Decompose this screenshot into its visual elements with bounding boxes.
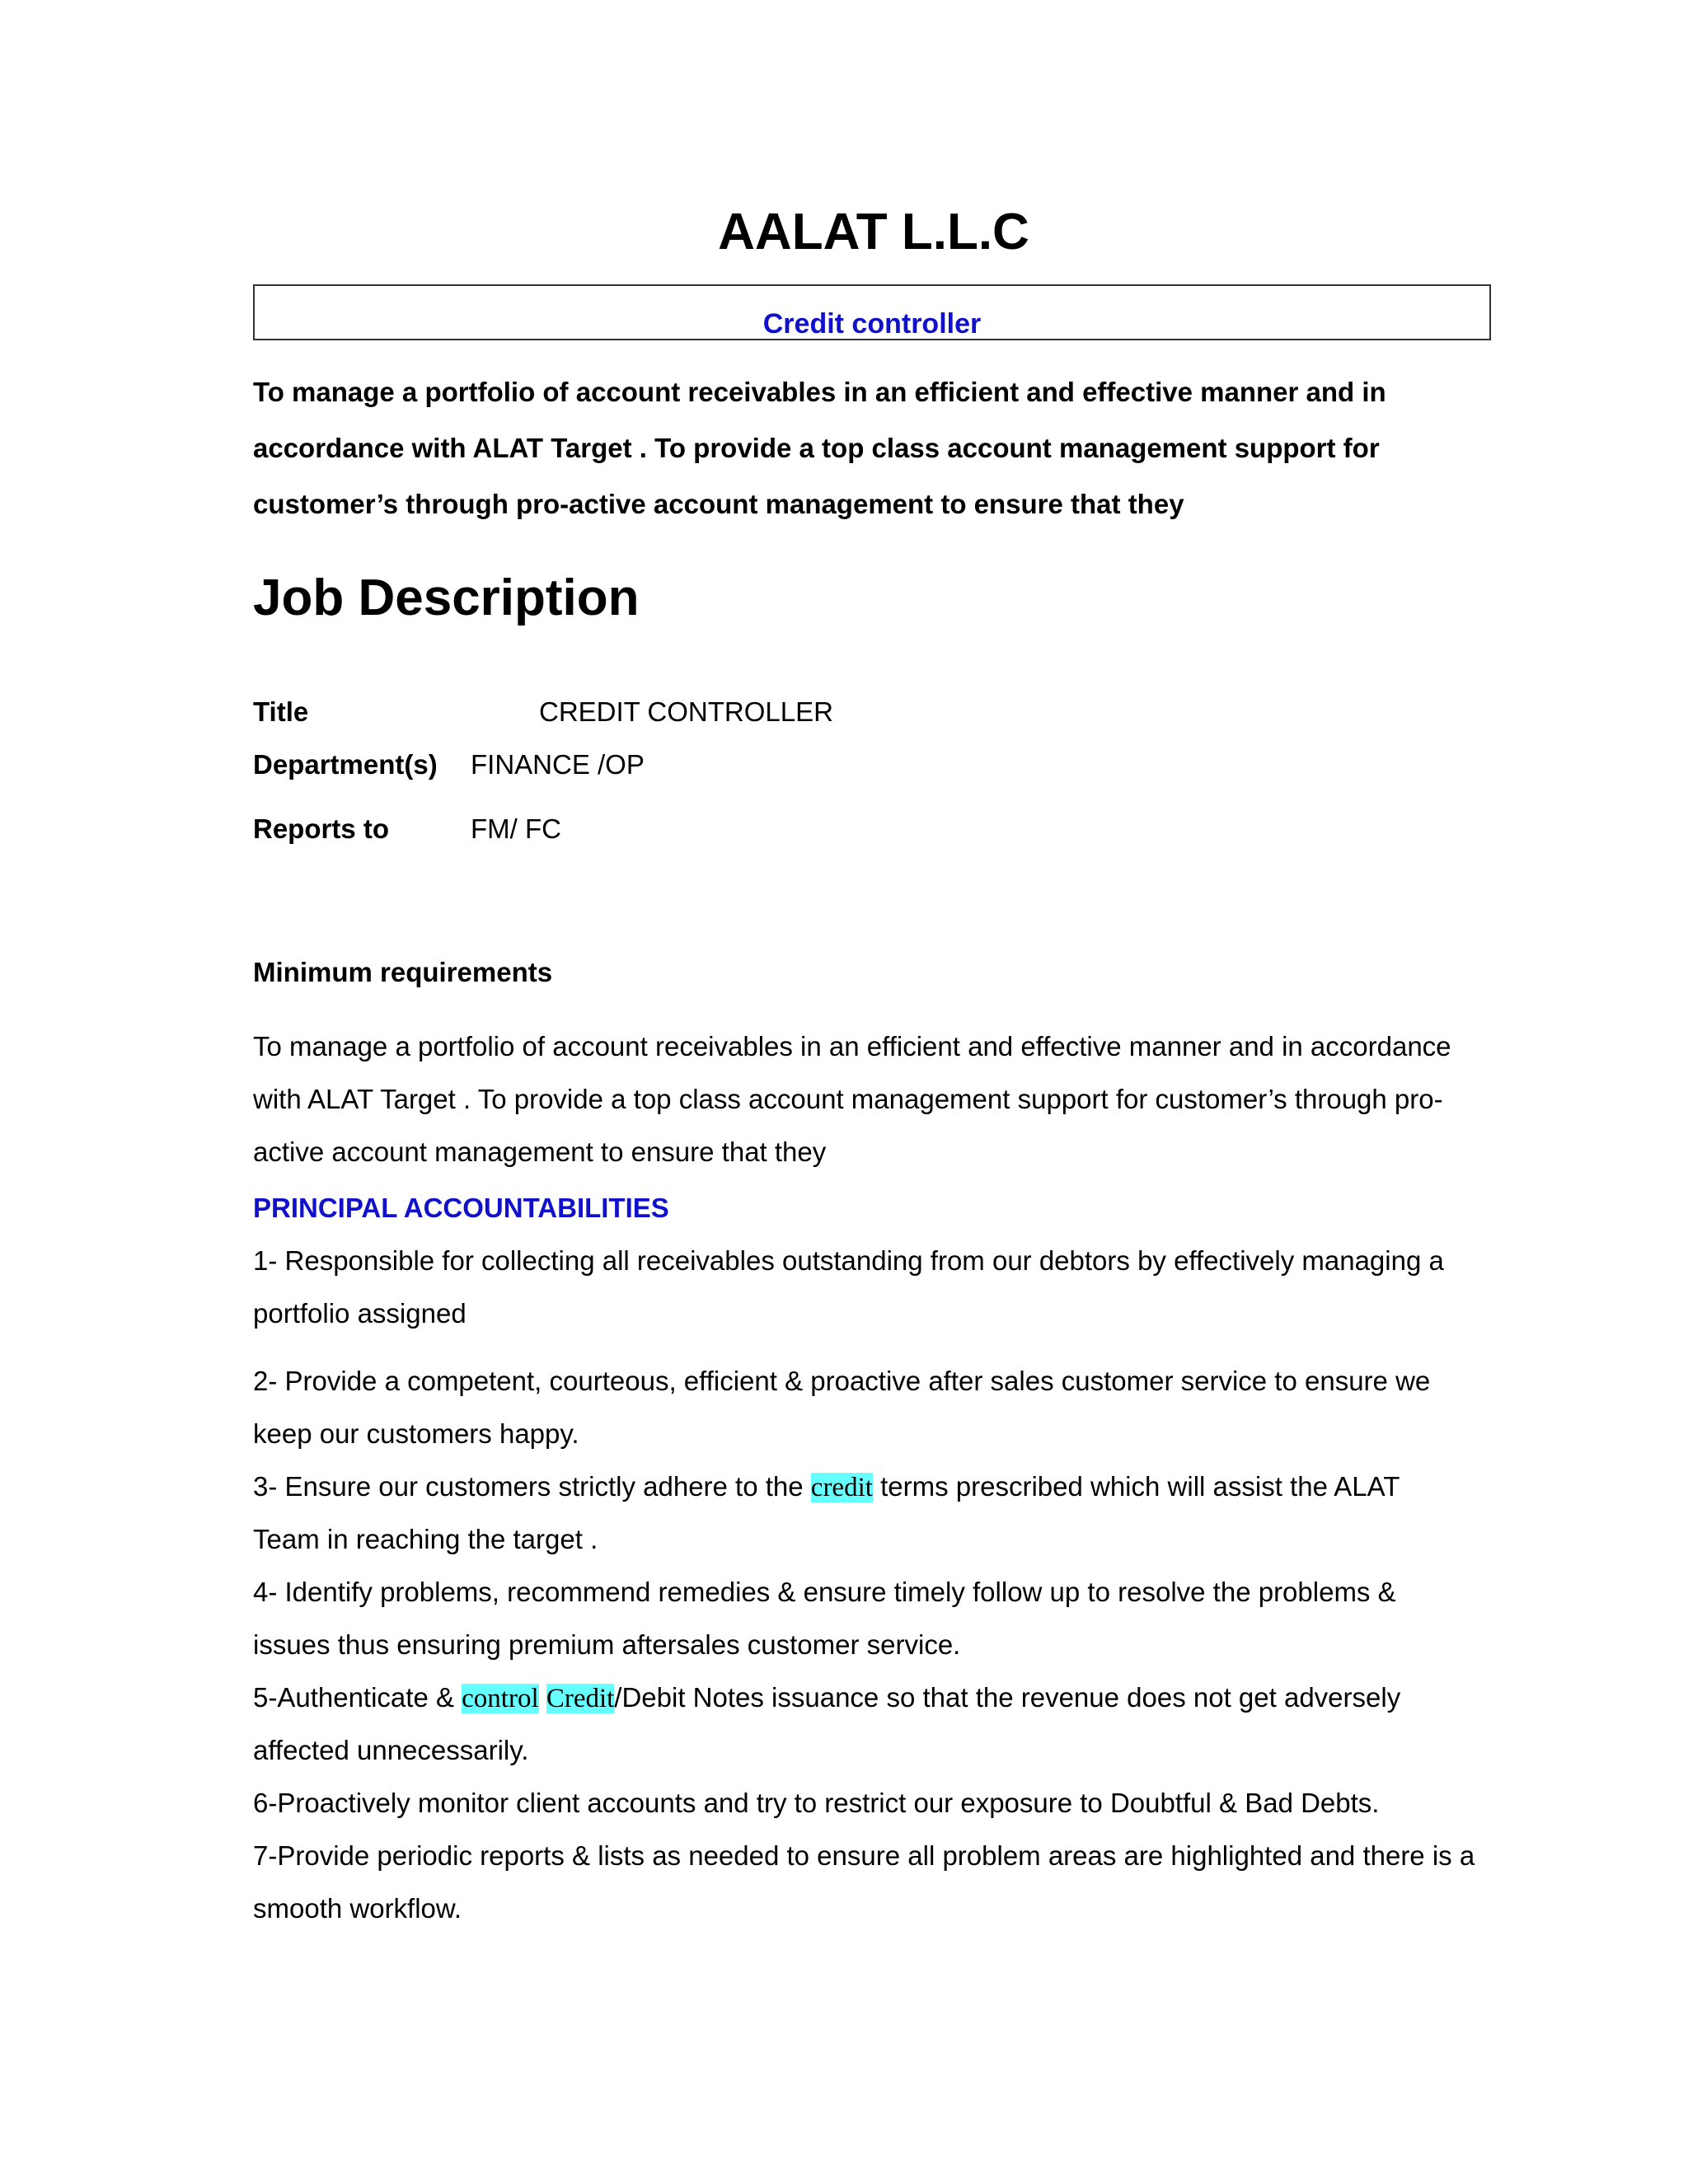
role-banner-text: Credit controller xyxy=(762,308,982,340)
accountability-7-line-2: smooth workflow. xyxy=(253,1893,462,1924)
title-value: CREDIT CONTROLLER xyxy=(539,696,833,727)
paragraph-line: with ALAT Target . To provide a top class account management support for customer’s through pro- xyxy=(253,1084,1443,1114)
intro-line: To manage a portfolio of account receivables in an efficient and effective manner and in xyxy=(253,377,1386,407)
accountability-3-line-2: Team in reaching the target . xyxy=(253,1524,598,1554)
department-value: FINANCE /OP xyxy=(471,749,645,780)
role-banner-box xyxy=(253,284,1491,340)
minimum-requirements-heading: Minimum requirements xyxy=(253,957,553,987)
intro-summary xyxy=(253,364,1539,532)
intro-line: accordance with ALAT Target . To provide a top class account management support for xyxy=(253,433,1380,463)
minimum-requirements-text xyxy=(253,1020,1451,1179)
paragraph-line: active account management to ensure that they xyxy=(253,1137,827,1167)
accountability-7-line-1: 7-Provide periodic reports & lists as needed to ensure all problem areas are highlighted and there is a xyxy=(253,1840,1475,1871)
accountability-3-text-start: 3- Ensure our customers strictly adhere to the xyxy=(253,1471,811,1502)
principal-accountabilities-heading: PRINCIPAL ACCOUNTABILITIES xyxy=(253,1193,669,1223)
accountability-5-line-1 xyxy=(253,1680,1400,1717)
accountability-1-line-2: portfolio assigned xyxy=(253,1298,467,1329)
company-name: AALAT L.L.C xyxy=(718,204,1029,260)
accountability-1-line-1: 1- Responsible for collecting all receivables outstanding from our debtors by effectively managing a xyxy=(253,1245,1444,1276)
intro-line: customer’s through pro-active account management to ensure that they xyxy=(253,489,1184,519)
job-description-heading: Job Description xyxy=(253,569,640,626)
accountability-4-line-1: 4- Identify problems, recommend remedies & ensure timely follow up to resolve the problems & xyxy=(253,1577,1396,1607)
accountability-2-line-1: 2- Provide a competent, courteous, efficient & proactive after sales customer service to ensure we xyxy=(253,1366,1431,1396)
accountability-2-line-2: keep our customers happy. xyxy=(253,1418,579,1449)
accountability-4-line-2: issues thus ensuring premium aftersales customer service. xyxy=(253,1629,961,1660)
department-label: Department(s) xyxy=(253,749,438,780)
accountability-3-text-end: terms prescribed which will assist the ALAT xyxy=(872,1471,1400,1502)
paragraph-line: To manage a portfolio of account receivables in an efficient and effective manner and in accordance xyxy=(253,1031,1451,1062)
accountability-5-text-start: 5-Authenticate & xyxy=(253,1682,462,1713)
highlighted-word: Credit xyxy=(546,1684,615,1713)
accountability-5-line-2: affected unnecessarily. xyxy=(253,1735,529,1765)
reports-to-label: Reports to xyxy=(253,813,389,844)
accountability-3-line-1 xyxy=(253,1469,1400,1506)
title-label: Title xyxy=(253,696,309,727)
reports-to-value: FM/ FC xyxy=(471,813,561,844)
accountability-6-line-1: 6-Proactively monitor client accounts and try to restrict our exposure to Doubtful & Bad Debts. xyxy=(253,1788,1380,1818)
highlighted-word: control xyxy=(462,1684,539,1713)
highlighted-word: credit xyxy=(810,1473,873,1502)
accountability-5-text-end: /Debit Notes issuance so that the revenue does not get adversely xyxy=(614,1682,1401,1713)
